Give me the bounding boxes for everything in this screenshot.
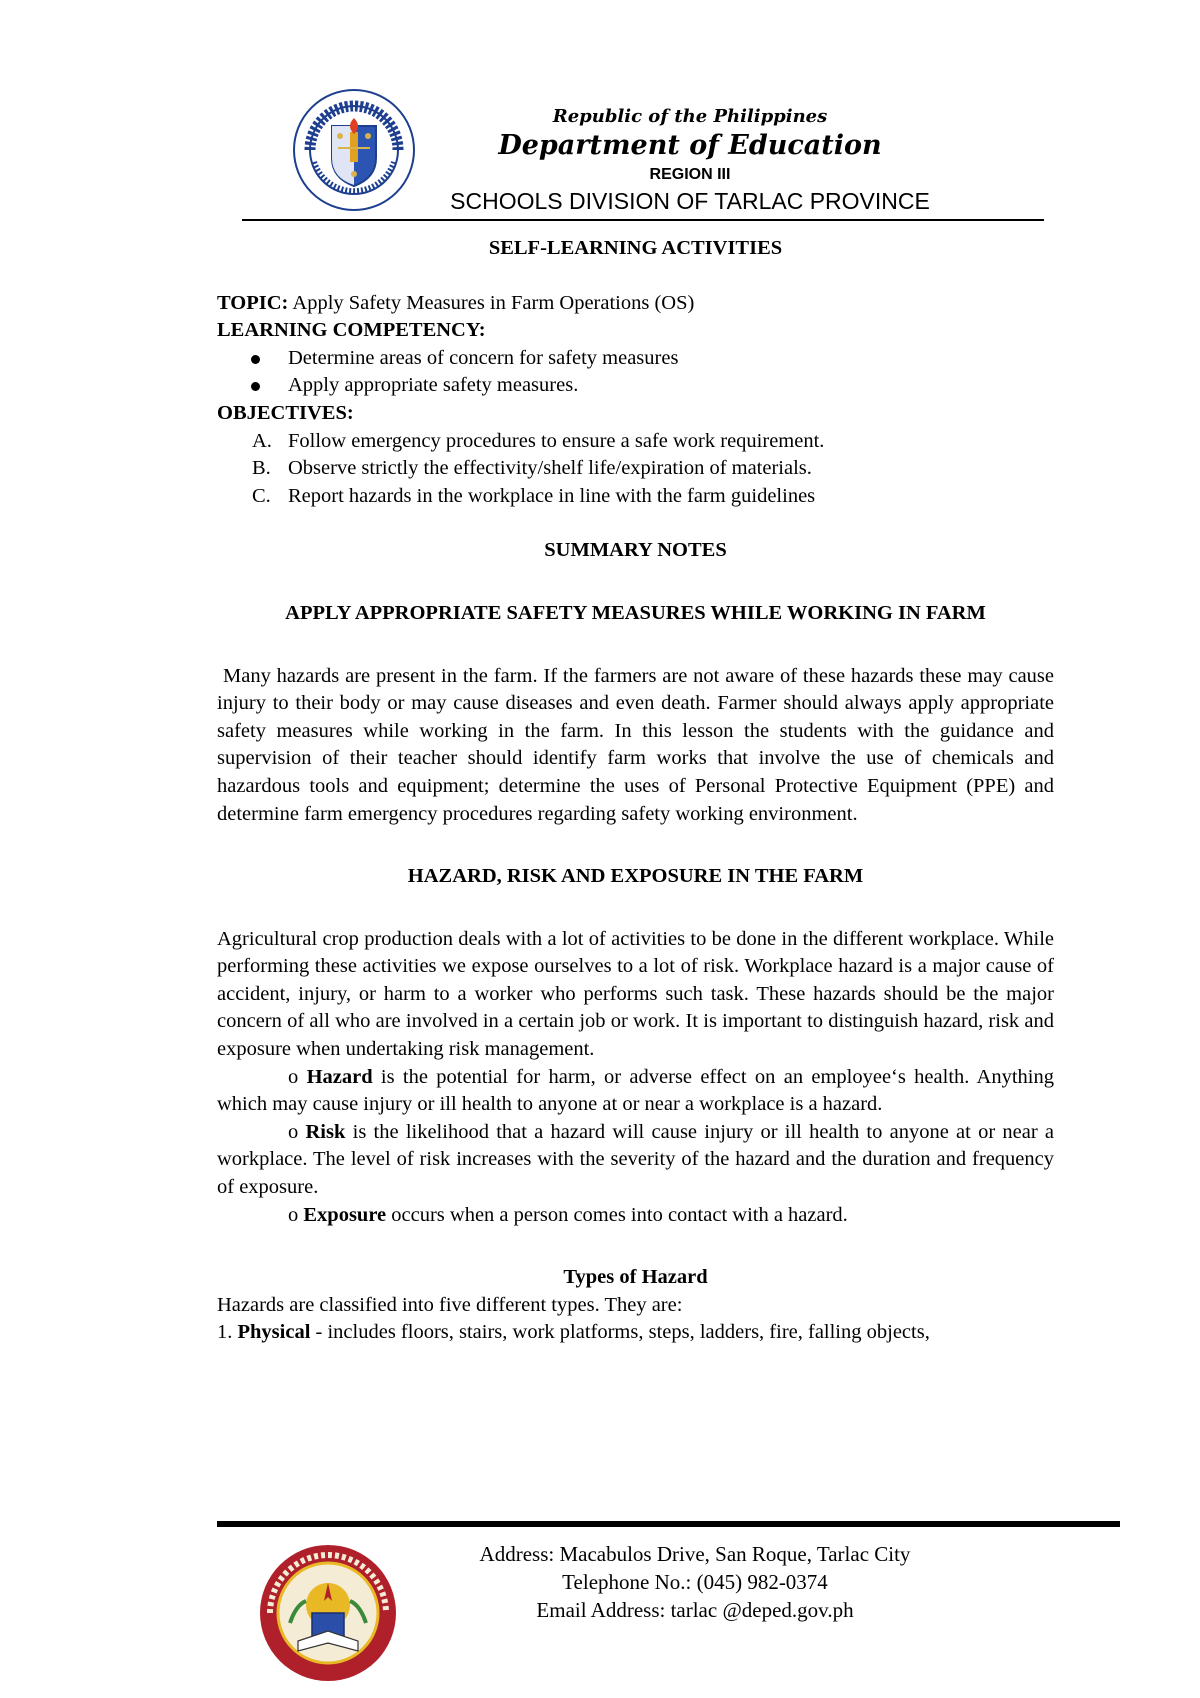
header-divider [242,219,1044,221]
footer-telephone: Telephone No.: (045) 982-0374 [562,1570,828,1594]
department-name: Department of Education [498,130,882,161]
definition-hazard [217,1064,1054,1119]
item-term: Physical [237,1321,311,1344]
competency-list [217,345,1054,400]
competency-label: LEARNING COMPETENCY: [217,319,486,342]
list-item [217,455,1054,483]
division-name: SCHOOLS DIVISION OF TARLAC PROVINCE [450,188,930,214]
item-text: Observe strictly the effectivity/shelf life/expiration of materials. [288,457,812,480]
document-body [217,235,1054,1347]
item-letter: C. [252,484,271,507]
list-item [217,428,1054,456]
section-heading: HAZARD, RISK AND EXPOSURE IN THE FARM [407,865,864,888]
paragraph: Many hazards are present in the farm. If the farmers are not aware of these hazards these may cause injury to their body or may cause diseases and even death. Farmer should always apply appropriate safety measures while working in the farm. In this lesson the students with the guidance and supervision of their teacher should identify farm works that involve the use of chemicals and hazardous tools and equipment; determine the uses of Personal Protective Equipment (PPE) and determine farm emergency procedures regarding safety working environment. [217,664,1054,825]
footer-address: Address: Macabulos Drive, San Roque, Tarlac City [479,1542,911,1566]
definition-term: Exposure [303,1203,387,1226]
topic-label: TOPIC: [217,291,289,314]
topic-line [217,290,1054,318]
section-heading: APPLY APPROPRIATE SAFETY MEASURES WHILE WORKING IN FARM [285,601,986,624]
item-text: Report hazards in the workplace in line with the farm guidelines [288,484,816,507]
deped-seal-logo [292,88,416,212]
definition-risk [217,1119,1054,1202]
bullet-marker: o [288,1065,307,1088]
item-text: - includes floors, stairs, work platforms, steps, ladders, fire, falling objects, [310,1321,930,1344]
main-title: SELF-LEARNING ACTIVITIES [488,237,783,259]
letterhead-text [440,106,940,216]
item-number: 1. [217,1321,238,1344]
definition-text: occurs when a person comes into contact with a hazard. [386,1203,848,1226]
list-item: Determine areas of concern for safety measures [217,345,1054,373]
definition-term: Hazard [306,1065,373,1088]
types-intro: Hazards are classified into five different types. They are: [217,1293,683,1316]
definition-text: is the likelihood that a hazard will cause injury or ill health to anyone at or near a workplace. The level of risk increases with the severity of the hazard and the duration and frequency of exposure. [217,1120,1055,1199]
item-text: Follow emergency procedures to ensure a safe work requirement. [288,429,825,452]
footer-divider [217,1521,1120,1527]
list-item [217,483,1054,511]
letterhead [0,0,1200,230]
republic-line: Republic of the Philippines [552,106,828,127]
definition-exposure [217,1202,1054,1230]
item-letter: A. [252,429,272,452]
item-letter: B. [252,457,271,480]
hazard-type-item [217,1319,1054,1347]
footer-contact [375,1540,1015,1624]
bullet-marker: o [288,1203,304,1226]
definition-text: is the potential for harm, or adverse effect on an employee‘s health. Anything which may cause injury or ill health to anyone at or near a workplace is a hazard. [217,1065,1055,1116]
objectives-label: OBJECTIVES: [217,401,354,424]
summary-heading: SUMMARY NOTES [544,539,727,562]
paragraph: Agricultural crop production deals with a lot of activities to be done in the different workplace. While performing these activities we expose ourselves to a lot of risk. Workplace hazard is a major cause of accident, injury, or harm to a worker who performs such task. These hazards should be the major concern of all who are involved in a certain job or work. It is important to distinguish hazard, risk and exposure when undertaking risk management. [217,927,1054,1061]
bullet-marker: o [288,1120,306,1143]
objectives-list [217,428,1054,511]
region-line: REGION III [649,166,731,183]
footer-email: Email Address: tarlac @deped.gov.ph [536,1598,854,1622]
types-heading: Types of Hazard [563,1266,708,1289]
topic-value: Apply Safety Measures in Farm Operations (OS) [288,291,695,314]
list-item: Apply appropriate safety measures. [217,372,1054,400]
definition-term: Risk [305,1120,346,1143]
